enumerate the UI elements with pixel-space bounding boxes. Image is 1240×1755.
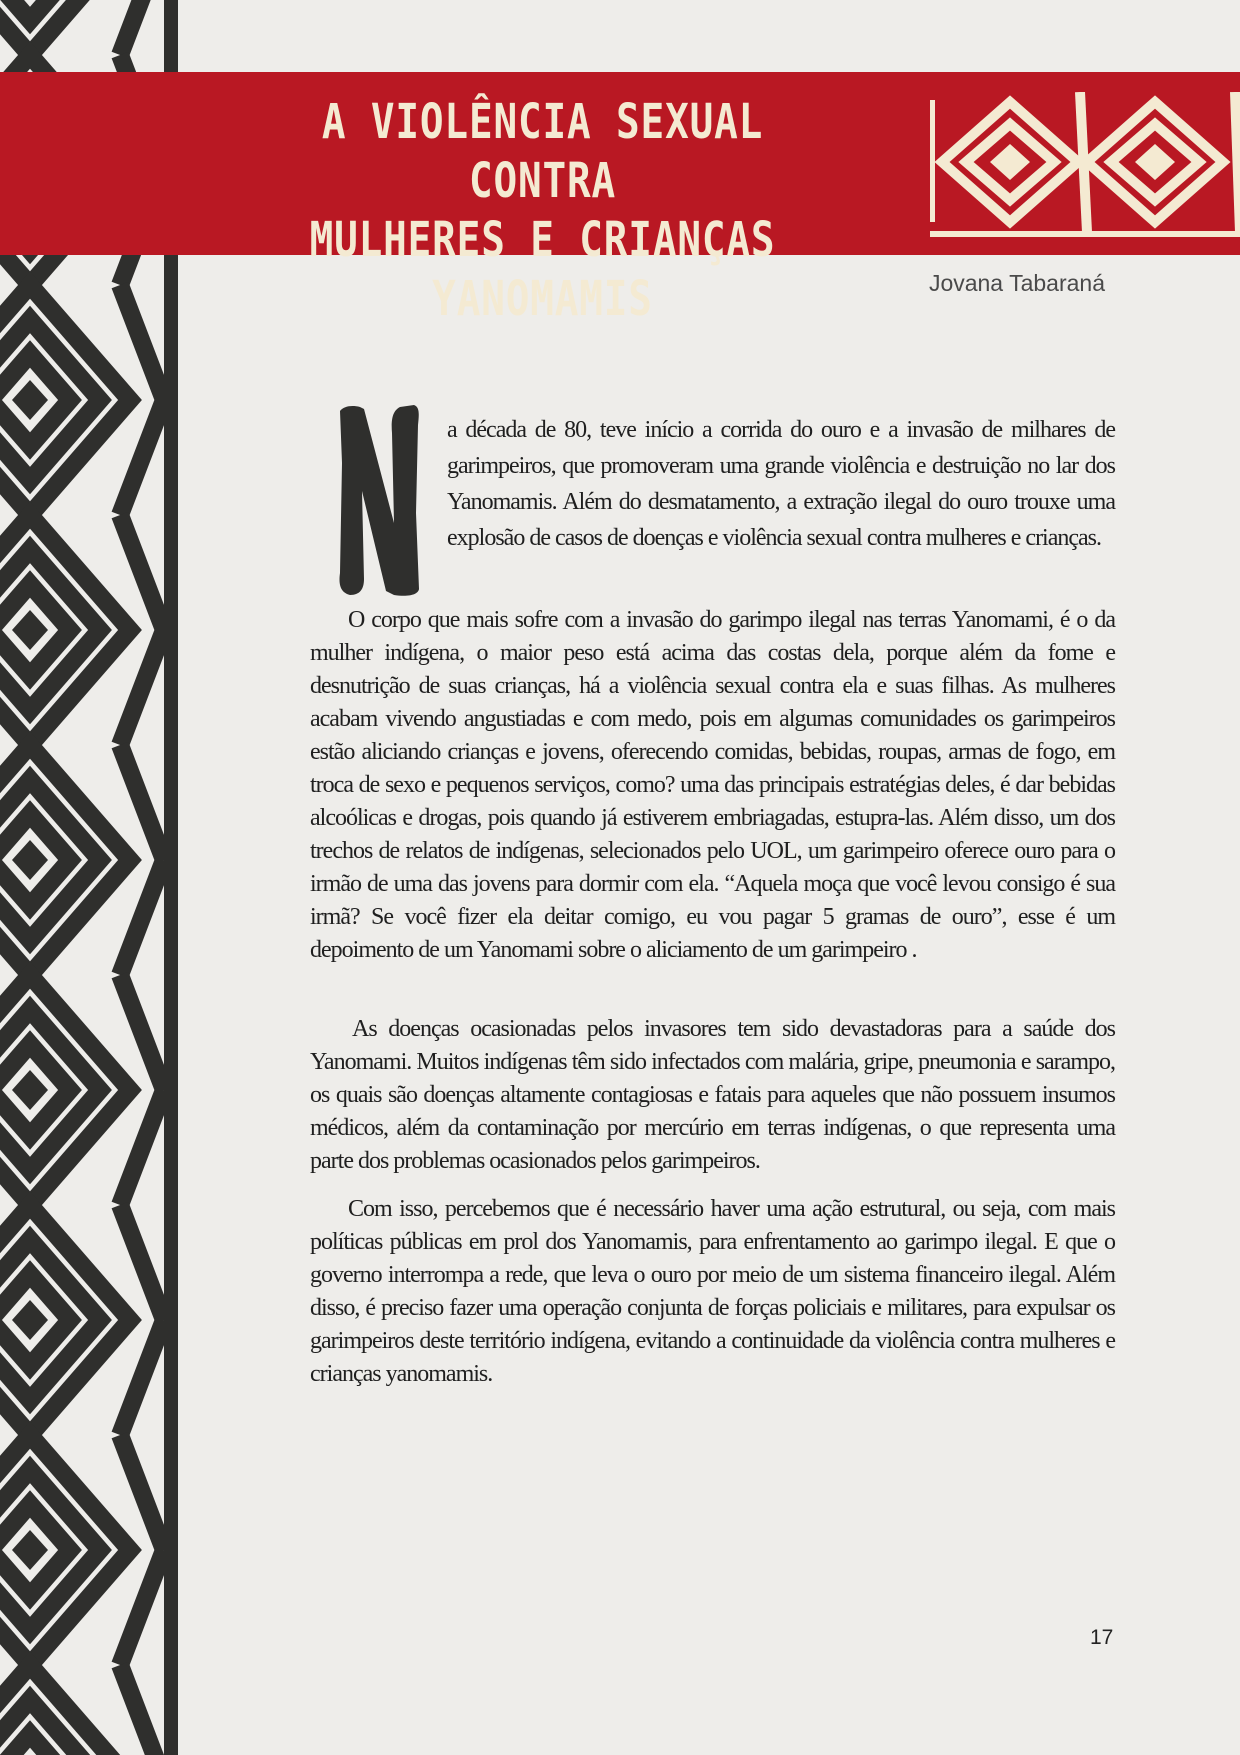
left-border-pattern (0, 0, 196, 1755)
pattern-diamond-core (12, 1300, 48, 1340)
drop-cap-text: N (378, 515, 386, 526)
paragraph-2: O corpo que mais sofre com a invasão do garimpo ilegal nas terras Yanomami, é o da mulher indígena, o maior peso está acima das costas dela, porque além da fome e desnutrição de suas crianças, há a violência sexual contra ela e suas filhas. As mulheres acabam vivendo angustiadas e com medo, pois em algumas comunidades os garimpeiros estão aliciando crianças e jovens, oferecendo comidas, bebidas, roupas, armas de fogo, em troca de sexo e pequenos serviços, como? uma das principais estratégias deles, é dar bebidas alcoólicas e drogas, pois quando já estiverem embriagadas, estupra-las. Além disso, um dos trechos de relatos de indígenas, selecionados pelo UOL, um garimpeiro oferece ouro para o irmão de uma das jovens para dormir com ela. “Aquela moça que você levou consigo é sua irmã? Se você fizer ela deitar comigo, eu vou pagar 5 gramas de ouro”, esse é um depoimento de um Yanomami sobre o aliciamento de um garimpeiro . (310, 607, 1115, 963)
author-name: Jovana Tabaraná (928, 270, 1105, 296)
drop-cap-letter (334, 403, 422, 599)
pattern-chevron (120, 0, 164, 55)
pattern-chevron (120, 1665, 164, 1755)
pattern-diamond-core (12, 1530, 48, 1570)
paragraph-3: As doenças ocasionadas pelos invasores tem sido devastadoras para a saúde dos Yanomami. Muitos indígenas têm sido infectados com malária, gripe, pneumonia e sarampo, os quais são doenças altamente contagiosas e fatais para aqueles que não possuem insumos médicos, além da contaminação por mercúrio em terras indígenas, o que representa uma parte dos problemas ocasionados pelos garimpeiros. (310, 1016, 1115, 1174)
pattern-diamond-core (12, 610, 48, 650)
paragraph-4: Com isso, percebemos que é necessário haver uma ação estrutural, ou seja, com mais políticas públicas em prol dos Yanomamis, para enfrentamento ao garimpo ilegal. E que o governo interrompa a rede, que leva o ouro por meio de um sistema financeiro ilegal. Além disso, é preciso fazer uma operação conjunta de forças policiais e militares, para expulsar os garimpeiros deste território indígena, evitando a continuidade da violência contra mulheres e crianças yanomamis. (310, 1196, 1115, 1387)
page-number: 17 (1090, 1626, 1114, 1649)
page-title (237, 93, 848, 329)
title-line-1: A VIOLÊNCIA SEXUAL CONTRA (321, 94, 764, 209)
paragraph-1: a década de 80, teve início a corrida do ouro e a invasão de milhares de garimpeiros, que promoveram uma grande violência e destruição no lar dos Yanomamis. Além do desmatamento, a extração ilegal do ouro trouxe uma explosão de casos de doenças e violência sexual contra mulheres e crianças. (447, 417, 1115, 551)
title-line-2: MULHERES E CRIANÇAS YANOMAMIS (309, 212, 776, 327)
pattern-diamond-core (12, 380, 48, 420)
diamond-pattern-graphic (0, 0, 196, 1755)
pattern-diamond-core (12, 1070, 48, 1110)
header-diamond-pattern (930, 92, 1240, 247)
pattern-diamond-core (12, 840, 48, 880)
